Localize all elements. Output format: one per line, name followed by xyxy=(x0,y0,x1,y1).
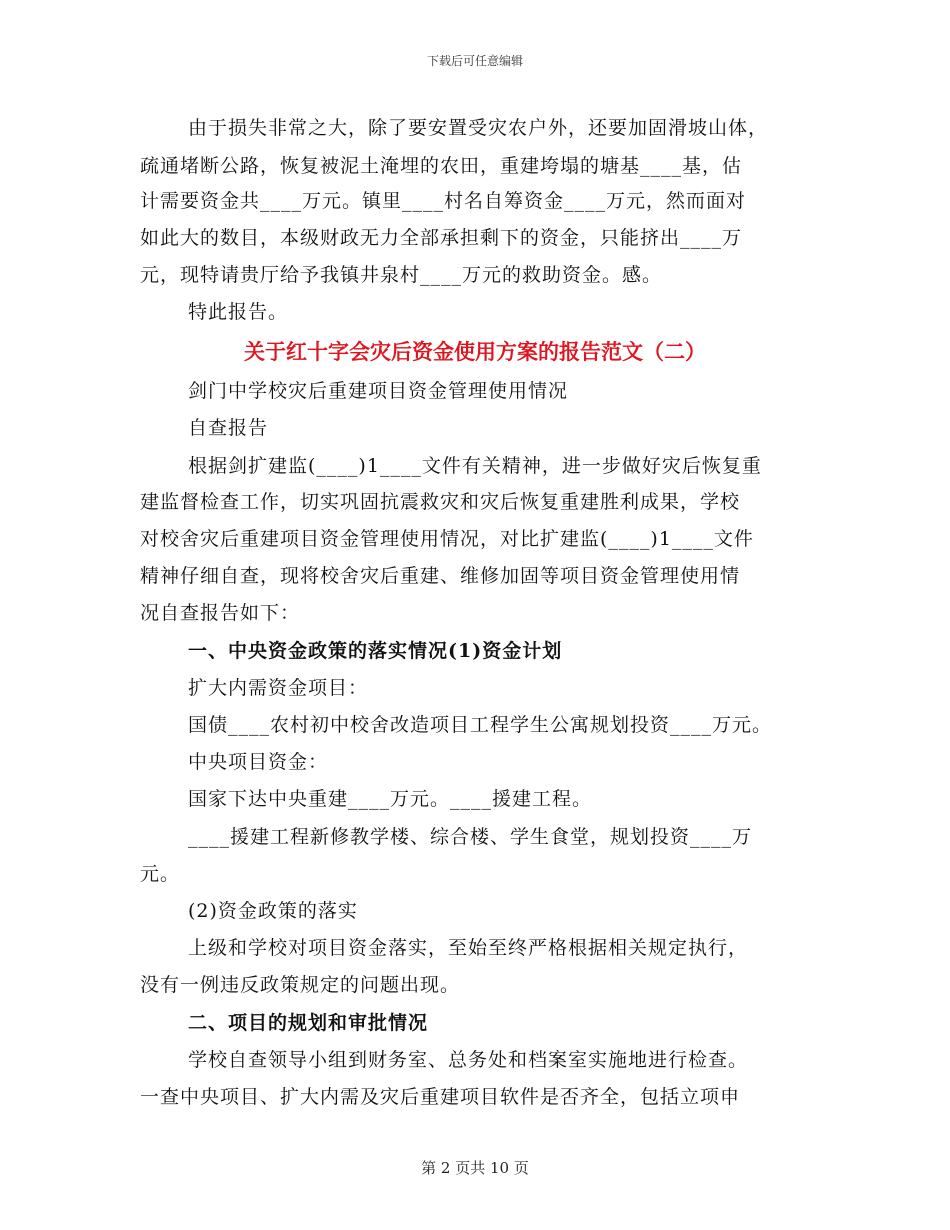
paragraph-line: 精神仔细自查，现将校舍灾后重建、维修加固等项目资金管理使用情 xyxy=(140,565,741,587)
paragraph-line: 如此大的数目，本级财政无力全部承担剩下的资金，只能挤出____万 xyxy=(140,227,743,249)
paragraph-line: 国家下达中央重建____万元。____援建工程。 xyxy=(188,788,593,810)
paragraph-line: 由于损失非常之大，除了要安置受灾农户外，还要加固滑坡山体， xyxy=(188,117,769,139)
page-header: 下载后可任意编辑 xyxy=(426,54,523,68)
section-heading: 一、中央资金政策的落实情况(1)资金计划 xyxy=(188,640,563,662)
paragraph-line: 元，现特请贵厅给予我镇井泉村____万元的救助资金。感。 xyxy=(140,264,663,286)
page-footer: 第 2 页共 10 页 xyxy=(421,1159,529,1177)
paragraph-line: 疏通堵断公路，恢复被泥土淹埋的农田，重建垮塌的塘基____基，估 xyxy=(140,155,743,177)
paragraph-line: ____援建工程新修教学楼、综合楼、学生食堂，规划投资____万 xyxy=(188,826,753,848)
paragraph-line: 国债____农村初中校舍改造项目工程学生公寓规划投资____万元。 xyxy=(188,714,773,736)
paragraph-line: 没有一例违反政策规定的问题出现。 xyxy=(140,974,461,996)
paragraph-line: 对校舍灾后重建项目资金管理使用情况，对比扩建监(____)1____文件 xyxy=(140,528,754,550)
paragraph-line: 一查中央项目、扩大内需及灾后重建项目软件是否齐全，包括立项申 xyxy=(140,1086,741,1108)
paragraph-line: 元。 xyxy=(140,863,181,885)
section-title: 关于红十字会灾后资金使用方案的报告范文（二） xyxy=(244,340,706,364)
paragraph-line: 学校自查领导小组到财务室、总务处和档案室实施地进行检查。 xyxy=(188,1049,749,1071)
paragraph-line: 况自查报告如下： xyxy=(140,602,301,624)
paragraph-line: 特此报告。 xyxy=(188,301,289,323)
paragraph-line: 上级和学校对项目资金落实，至始至终严格根据相关规定执行， xyxy=(188,937,749,959)
paragraph-line: 剑门中学校灾后重建项目资金管理使用情况 xyxy=(188,380,569,402)
paragraph-line: 扩大内需资金项目： xyxy=(188,677,369,699)
paragraph-line: 根据剑扩建监(____)1____文件有关精神，进一步做好灾后恢复重 xyxy=(188,455,762,477)
paragraph-line: 计需要资金共____万元。镇里____村名自筹资金____万元，然而面对 xyxy=(140,190,747,212)
paragraph-line: 建监督检查工作，切实巩固抗震救灾和灾后恢复重建胜利成果，学校 xyxy=(140,491,741,513)
section-heading: 二、项目的规划和审批情况 xyxy=(188,1012,429,1034)
paragraph-line: 自查报告 xyxy=(188,417,269,439)
paragraph-line: (2)资金政策的落实 xyxy=(188,900,358,922)
paragraph-line: 中央项目资金： xyxy=(188,751,329,773)
